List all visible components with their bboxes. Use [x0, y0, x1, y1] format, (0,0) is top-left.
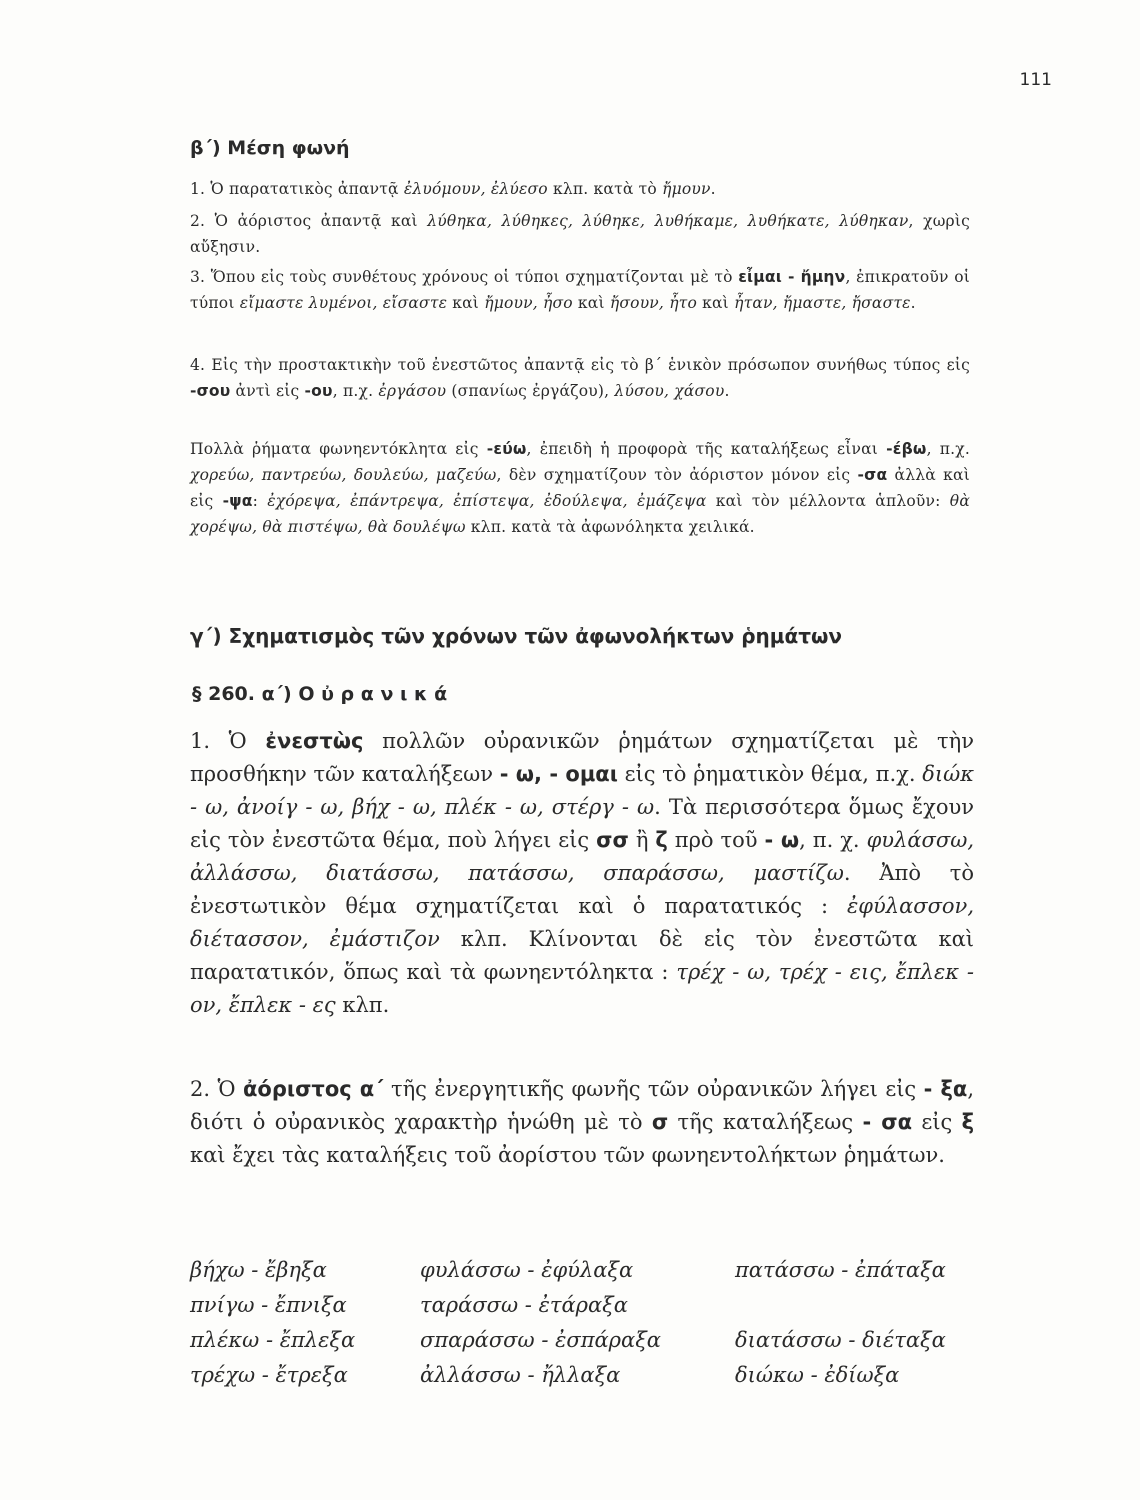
mid-item-2: 2. Ὁ ἀόριστος ἀπαντᾷ καὶ λύθηκα, λύθηκες, λύθηκε, λυθήκαμε, λυθήκατε, λύθηκαν, χωρὶς αὔξησιν.	[190, 212, 971, 256]
verb-form: διατάσσω - διέταξα	[735, 1327, 946, 1352]
verb-form: πλέκω - ἔπλεξα	[190, 1327, 356, 1352]
section-g-title: γ΄) Σχηματισμὸς τῶν χρόνων τῶν ἀφωνολήκτων ῥημάτων	[190, 624, 842, 648]
section-260-title: § 260. α΄) Ο ὐ ρ α ν ι κ ά	[192, 683, 448, 705]
paragraph-2-aorist: 2. Ὁ ἀόριστος α΄ τῆς ἐνεργητικῆς φωνῆς τῶν οὐρανικῶν λήγει εἰς - ξα, διότι ὁ οὐρανικὸς χαρακτὴρ ἡνώθη μὲ τὸ σ τῆς καταλήξεως - σα εἰς ξ καὶ ἔχει τὰς καταλήξεις τοῦ ἀορίστου τῶν φωνηεντολήκτων ῥημάτων.	[190, 1077, 974, 1167]
verb-form: ἀλλάσσω - ἤλλαξα	[420, 1362, 621, 1387]
mid-paragraph-eyo: Πολλὰ ῥήματα φωνηεντόκλητα εἰς -εύω, ἐπειδὴ ἡ προφορὰ τῆς καταλήξεως εἶναι -έβω, π.χ. χορεύω, παντρεύω, δουλεύω, μαζεύω, δὲν σχηματίζουν τὸν ἀόριστον μόνον εἰς -σα ἀλλὰ καὶ εἰς -ψα: ἐχόρεψα, ἐπάντρεψα, ἐπίστεψα, ἐδούλεψα, ἐμάζεψα καὶ τὸν μέλλοντα ἁπλοῦν: θὰ χορέψω, θὰ πιστέψω, θὰ δουλέψω κλπ. κατὰ τὰ ἀφωνόληκτα χειλικά.	[190, 440, 970, 536]
page-number: 111	[1019, 70, 1052, 90]
table-row	[190, 1252, 985, 1287]
verb-form: φυλάσσω - ἐφύλαξα	[420, 1257, 634, 1282]
verb-form	[735, 1287, 985, 1322]
verb-form: ταράσσω - ἐτάραξα	[420, 1292, 628, 1317]
verb-form: διώκω - ἐδίωξα	[735, 1362, 900, 1387]
paragraph-1-present: 1. Ὁ ἐνεστὼς πολλῶν οὐρανικῶν ῥημάτων σχηματίζεται μὲ τὴν προσθήκην τῶν καταλήξεων - ω, - ομαι εἰς τὸ ῥηματικὸν θέμα, π.χ. διώκ - ω, ἀνοίγ - ω, βήχ - ω, πλέκ - ω, στέργ - ω. Τὰ περισσότερα ὅμως ἔχουν εἰς τὸν ἐνεστῶτα θέμα, ποὺ λήγει εἰς σσ ἢ ζ πρὸ τοῦ - ω, π. χ. φυλάσσω, ἀλλάσσω, διατάσσω, πατάσσω, σπαράσσω, μαστίζω. Ἀπὸ τὸ ἐνεστωτικὸν θέμα σχηματίζεται καὶ ὁ παρατατικός : ἐφύλασσον, διέτασσον, ἐμάστιζον κλπ. Κλίνονται δὲ εἰς τὸν ἐνεστῶτα καὶ παρατατικόν, ὅπως καὶ τὰ φωνηεντόληκτα : τρέχ - ω, τρέχ - εις, ἔπλεκ - ον, ἔπλεκ - ες κλπ.	[190, 729, 975, 1017]
verb-forms-table	[190, 1252, 985, 1392]
table-row	[190, 1287, 985, 1322]
verb-form: βήχω - ἔβηξα	[190, 1257, 327, 1282]
verb-form: πατάσσω - ἐπάταξα	[735, 1257, 946, 1282]
section-b-title: β΄) Μέση φωνή	[190, 137, 350, 159]
verb-form: πνίγω - ἔπνιξα	[190, 1292, 347, 1317]
table-row	[190, 1357, 985, 1392]
mid-item-3: 3. Ὅπου εἰς τοὺς συνθέτους χρόνους οἱ τύποι σχηματίζονται μὲ τὸ εἶμαι - ἤμην, ἐπικρατοῦν οἱ τύποι εἴμαστε λυμένοι, εἴσαστε καὶ ἤμουν, ἦσο καὶ ἤσουν, ἦτο καὶ ἦταν, ἤμαστε, ἤσαστε.	[190, 268, 970, 312]
mid-item-4: 4. Εἰς τὴν προστακτικὴν τοῦ ἐνεστῶτος ἀπαντᾷ εἰς τὸ β΄ ἑνικὸν πρόσωπον συνήθως τύπος εἰς -σου ἀντὶ εἰς -ου, π.χ. ἐργάσου (σπανίως ἐργάζου), λύσου, χάσου.	[190, 356, 970, 400]
verb-form: σπαράσσω - ἐσπάραξα	[420, 1327, 661, 1352]
verb-form: τρέχω - ἔτρεξα	[190, 1362, 348, 1387]
table-row	[190, 1322, 985, 1357]
mid-item-1: 1. Ὁ παρατατικὸς ἀπαντᾷ ἐλυόμουν, ἐλύεσο κλπ. κατὰ τὸ ἤμουν.	[190, 180, 716, 198]
